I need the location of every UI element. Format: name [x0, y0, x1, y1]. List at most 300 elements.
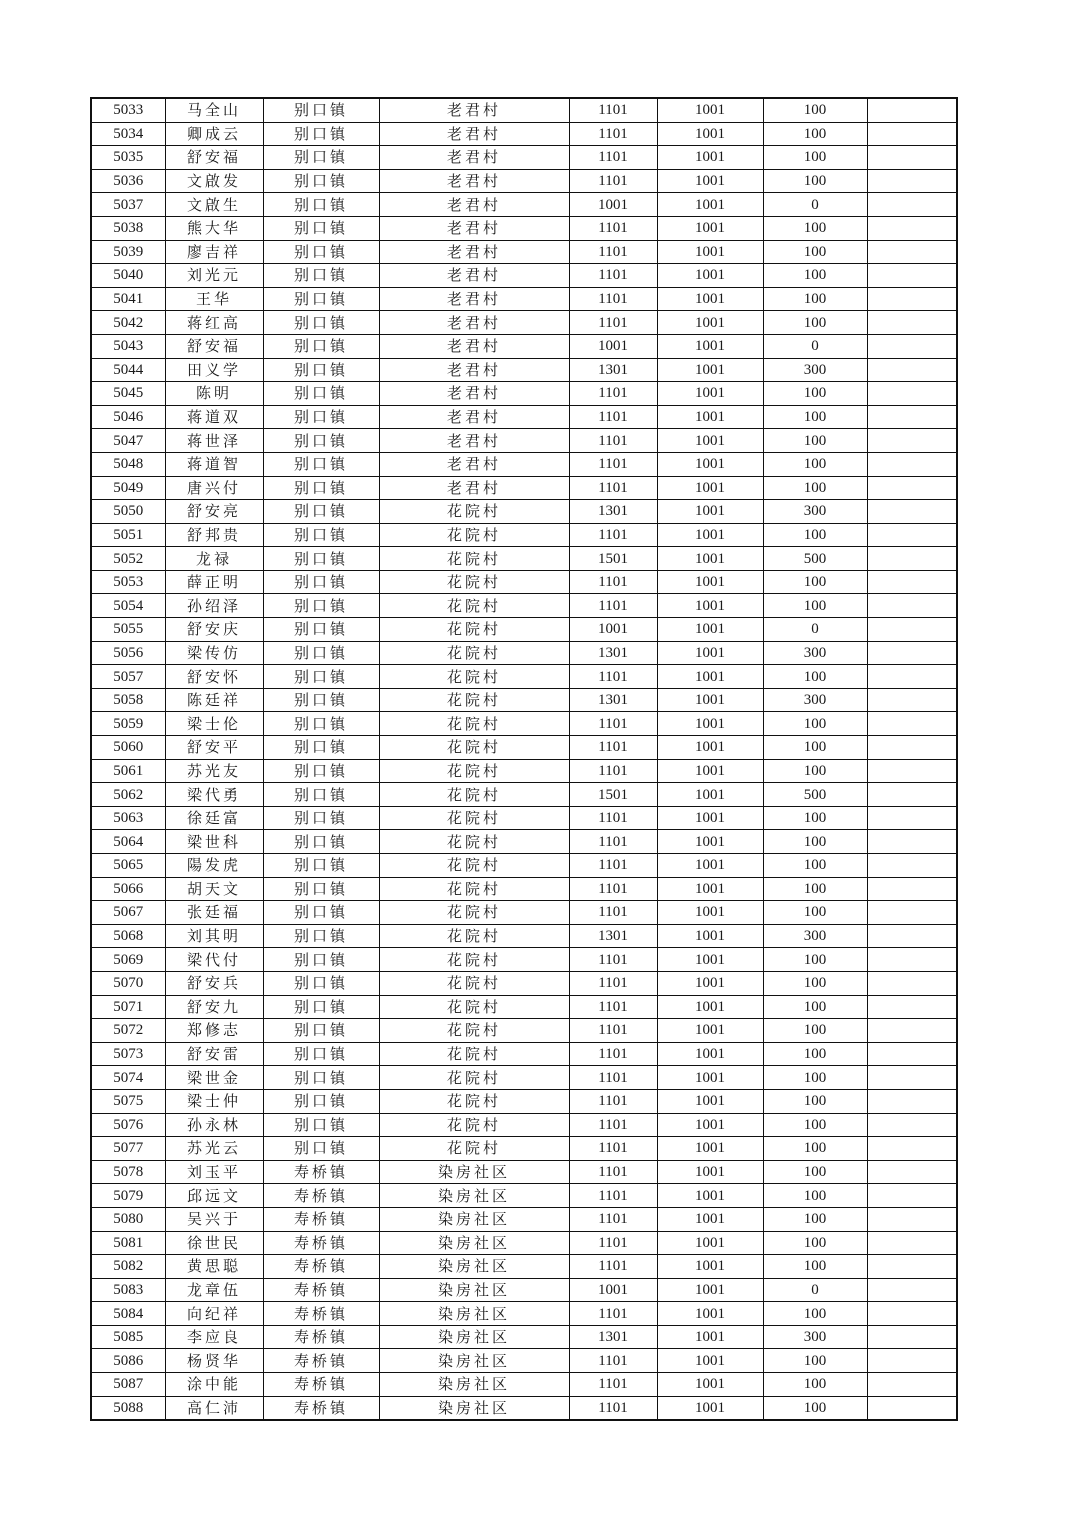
- table-body: [91, 98, 957, 1420]
- cell-town: 寿桥镇: [263, 1207, 379, 1231]
- cell-remark: [867, 712, 957, 736]
- cell-serial-number: 5067: [91, 901, 165, 925]
- cell-remark: [867, 429, 957, 453]
- cell-value-a: 1101: [569, 523, 657, 547]
- cell-name: 廖吉祥: [165, 240, 263, 264]
- cell-village: 老君村: [379, 429, 569, 453]
- cell-remark: [867, 334, 957, 358]
- cell-remark: [867, 358, 957, 382]
- cell-remark: [867, 1396, 957, 1420]
- cell-town: 别口镇: [263, 995, 379, 1019]
- cell-village: 花院村: [379, 854, 569, 878]
- cell-difference: 100: [763, 948, 867, 972]
- cell-town: 别口镇: [263, 830, 379, 854]
- table-row: [91, 382, 957, 406]
- table-row: [91, 311, 957, 335]
- table-row: [91, 854, 957, 878]
- cell-difference: 100: [763, 405, 867, 429]
- cell-value-b: 1001: [657, 216, 763, 240]
- cell-serial-number: 5038: [91, 216, 165, 240]
- cell-serial-number: 5054: [91, 594, 165, 618]
- cell-value-a: 1101: [569, 1019, 657, 1043]
- cell-value-b: 1001: [657, 877, 763, 901]
- cell-remark: [867, 1373, 957, 1397]
- cell-value-b: 1001: [657, 971, 763, 995]
- cell-name: 徐世民: [165, 1231, 263, 1255]
- cell-difference: 100: [763, 665, 867, 689]
- cell-value-b: 1001: [657, 830, 763, 854]
- cell-serial-number: 5055: [91, 618, 165, 642]
- cell-village: 花院村: [379, 500, 569, 524]
- cell-value-b: 1001: [657, 382, 763, 406]
- cell-town: 别口镇: [263, 216, 379, 240]
- cell-serial-number: 5075: [91, 1089, 165, 1113]
- table-row: [91, 452, 957, 476]
- cell-difference: 100: [763, 146, 867, 170]
- cell-value-a: 1101: [569, 264, 657, 288]
- cell-village: 花院村: [379, 641, 569, 665]
- cell-village: 老君村: [379, 216, 569, 240]
- table-row: [91, 429, 957, 453]
- cell-remark: [867, 1325, 957, 1349]
- cell-value-a: 1101: [569, 877, 657, 901]
- cell-value-b: 1001: [657, 1113, 763, 1137]
- cell-village: 花院村: [379, 570, 569, 594]
- cell-value-b: 1001: [657, 736, 763, 760]
- cell-town: 别口镇: [263, 877, 379, 901]
- cell-serial-number: 5035: [91, 146, 165, 170]
- cell-difference: 100: [763, 1231, 867, 1255]
- table-row: [91, 334, 957, 358]
- cell-name: 陈明: [165, 382, 263, 406]
- cell-village: 老君村: [379, 334, 569, 358]
- table-row: [91, 570, 957, 594]
- cell-name: 舒安庆: [165, 618, 263, 642]
- cell-town: 别口镇: [263, 429, 379, 453]
- table-row: [91, 169, 957, 193]
- table-row: [91, 98, 957, 122]
- cell-name: 高仁沛: [165, 1396, 263, 1420]
- cell-value-a: 1101: [569, 901, 657, 925]
- cell-remark: [867, 405, 957, 429]
- cell-remark: [867, 641, 957, 665]
- cell-name: 舒邦贵: [165, 523, 263, 547]
- cell-value-b: 1001: [657, 500, 763, 524]
- cell-name: 龙禄: [165, 547, 263, 571]
- cell-difference: 100: [763, 854, 867, 878]
- table-row: [91, 759, 957, 783]
- cell-difference: 0: [763, 1278, 867, 1302]
- cell-value-a: 1101: [569, 1396, 657, 1420]
- cell-value-a: 1101: [569, 405, 657, 429]
- cell-serial-number: 5068: [91, 924, 165, 948]
- cell-value-a: 1501: [569, 547, 657, 571]
- cell-remark: [867, 452, 957, 476]
- cell-difference: 100: [763, 1255, 867, 1279]
- cell-name: 文啟生: [165, 193, 263, 217]
- cell-value-a: 1101: [569, 146, 657, 170]
- cell-name: 舒安福: [165, 334, 263, 358]
- cell-town: 别口镇: [263, 264, 379, 288]
- cell-remark: [867, 476, 957, 500]
- cell-value-a: 1101: [569, 1137, 657, 1161]
- cell-remark: [867, 877, 957, 901]
- cell-remark: [867, 1231, 957, 1255]
- cell-value-b: 1001: [657, 1089, 763, 1113]
- cell-value-a: 1101: [569, 830, 657, 854]
- cell-value-a: 1101: [569, 1160, 657, 1184]
- cell-serial-number: 5057: [91, 665, 165, 689]
- cell-name: 田义学: [165, 358, 263, 382]
- cell-name: 陈廷祥: [165, 688, 263, 712]
- table-row: [91, 358, 957, 382]
- cell-serial-number: 5080: [91, 1207, 165, 1231]
- cell-value-a: 1101: [569, 311, 657, 335]
- cell-serial-number: 5048: [91, 452, 165, 476]
- cell-value-a: 1001: [569, 1278, 657, 1302]
- cell-remark: [867, 665, 957, 689]
- cell-village: 染房社区: [379, 1396, 569, 1420]
- cell-name: 李应良: [165, 1325, 263, 1349]
- cell-value-b: 1001: [657, 1373, 763, 1397]
- cell-name: 舒安平: [165, 736, 263, 760]
- cell-serial-number: 5079: [91, 1184, 165, 1208]
- cell-serial-number: 5044: [91, 358, 165, 382]
- cell-town: 别口镇: [263, 500, 379, 524]
- cell-remark: [867, 287, 957, 311]
- cell-name: 孙永林: [165, 1113, 263, 1137]
- cell-name: 蒋道双: [165, 405, 263, 429]
- cell-value-a: 1101: [569, 712, 657, 736]
- cell-difference: 100: [763, 1207, 867, 1231]
- cell-remark: [867, 783, 957, 807]
- cell-value-b: 1001: [657, 452, 763, 476]
- cell-remark: [867, 1349, 957, 1373]
- cell-difference: 100: [763, 806, 867, 830]
- cell-village: 花院村: [379, 618, 569, 642]
- cell-serial-number: 5045: [91, 382, 165, 406]
- cell-value-b: 1001: [657, 924, 763, 948]
- cell-difference: 100: [763, 901, 867, 925]
- cell-village: 老君村: [379, 98, 569, 122]
- cell-value-a: 1101: [569, 476, 657, 500]
- table-row: [91, 287, 957, 311]
- cell-value-a: 1101: [569, 240, 657, 264]
- cell-village: 花院村: [379, 523, 569, 547]
- cell-value-a: 1101: [569, 382, 657, 406]
- cell-town: 寿桥镇: [263, 1184, 379, 1208]
- cell-town: 别口镇: [263, 240, 379, 264]
- cell-town: 别口镇: [263, 971, 379, 995]
- cell-value-a: 1101: [569, 995, 657, 1019]
- table-row: [91, 736, 957, 760]
- cell-village: 老君村: [379, 311, 569, 335]
- cell-village: 老君村: [379, 146, 569, 170]
- cell-town: 别口镇: [263, 618, 379, 642]
- cell-value-b: 1001: [657, 476, 763, 500]
- cell-value-b: 1001: [657, 995, 763, 1019]
- cell-value-a: 1301: [569, 1325, 657, 1349]
- cell-serial-number: 5039: [91, 240, 165, 264]
- cell-serial-number: 5061: [91, 759, 165, 783]
- cell-village: 老君村: [379, 122, 569, 146]
- cell-village: 花院村: [379, 759, 569, 783]
- table-row: [91, 405, 957, 429]
- cell-serial-number: 5083: [91, 1278, 165, 1302]
- cell-difference: 100: [763, 1113, 867, 1137]
- cell-value-b: 1001: [657, 570, 763, 594]
- cell-value-b: 1001: [657, 1042, 763, 1066]
- cell-name: 刘光元: [165, 264, 263, 288]
- cell-difference: 100: [763, 169, 867, 193]
- cell-difference: 100: [763, 1019, 867, 1043]
- cell-remark: [867, 1019, 957, 1043]
- cell-value-a: 1101: [569, 1089, 657, 1113]
- cell-value-b: 1001: [657, 1349, 763, 1373]
- table-row: [91, 122, 957, 146]
- cell-name: 舒安怀: [165, 665, 263, 689]
- cell-serial-number: 5060: [91, 736, 165, 760]
- cell-remark: [867, 1160, 957, 1184]
- cell-name: 梁世金: [165, 1066, 263, 1090]
- cell-name: 唐兴付: [165, 476, 263, 500]
- cell-village: 染房社区: [379, 1325, 569, 1349]
- cell-difference: 0: [763, 334, 867, 358]
- cell-value-b: 1001: [657, 759, 763, 783]
- cell-village: 老君村: [379, 240, 569, 264]
- cell-difference: 100: [763, 382, 867, 406]
- cell-name: 熊大华: [165, 216, 263, 240]
- table-row: [91, 240, 957, 264]
- cell-difference: 100: [763, 712, 867, 736]
- cell-village: 花院村: [379, 806, 569, 830]
- cell-remark: [867, 1042, 957, 1066]
- cell-town: 别口镇: [263, 665, 379, 689]
- cell-town: 别口镇: [263, 641, 379, 665]
- cell-difference: 0: [763, 618, 867, 642]
- cell-town: 别口镇: [263, 1066, 379, 1090]
- cell-serial-number: 5043: [91, 334, 165, 358]
- table-row: [91, 1255, 957, 1279]
- cell-remark: [867, 854, 957, 878]
- cell-town: 别口镇: [263, 924, 379, 948]
- cell-town: 别口镇: [263, 1113, 379, 1137]
- cell-value-a: 1001: [569, 618, 657, 642]
- cell-value-b: 1001: [657, 1302, 763, 1326]
- cell-serial-number: 5082: [91, 1255, 165, 1279]
- table-row: [91, 1089, 957, 1113]
- cell-village: 花院村: [379, 971, 569, 995]
- cell-town: 别口镇: [263, 901, 379, 925]
- table-row: [91, 806, 957, 830]
- cell-difference: 100: [763, 1184, 867, 1208]
- cell-name: 舒安兵: [165, 971, 263, 995]
- cell-remark: [867, 193, 957, 217]
- table-row: [91, 193, 957, 217]
- table-row: [91, 1325, 957, 1349]
- cell-serial-number: 5036: [91, 169, 165, 193]
- cell-town: 别口镇: [263, 570, 379, 594]
- cell-value-a: 1101: [569, 806, 657, 830]
- cell-value-b: 1001: [657, 1137, 763, 1161]
- cell-value-b: 1001: [657, 618, 763, 642]
- cell-difference: 100: [763, 523, 867, 547]
- cell-value-b: 1001: [657, 287, 763, 311]
- cell-remark: [867, 736, 957, 760]
- cell-value-b: 1001: [657, 948, 763, 972]
- cell-value-b: 1001: [657, 1396, 763, 1420]
- cell-town: 别口镇: [263, 169, 379, 193]
- cell-value-b: 1001: [657, 1019, 763, 1043]
- cell-name: 蒋世泽: [165, 429, 263, 453]
- cell-value-a: 1001: [569, 334, 657, 358]
- cell-village: 花院村: [379, 924, 569, 948]
- cell-serial-number: 5064: [91, 830, 165, 854]
- cell-name: 吴兴于: [165, 1207, 263, 1231]
- cell-remark: [867, 688, 957, 712]
- cell-remark: [867, 1066, 957, 1090]
- cell-serial-number: 5072: [91, 1019, 165, 1043]
- cell-value-a: 1101: [569, 216, 657, 240]
- cell-value-b: 1001: [657, 264, 763, 288]
- cell-value-a: 1101: [569, 169, 657, 193]
- table-row: [91, 216, 957, 240]
- cell-serial-number: 5081: [91, 1231, 165, 1255]
- cell-value-b: 1001: [657, 122, 763, 146]
- cell-town: 别口镇: [263, 736, 379, 760]
- cell-difference: 100: [763, 287, 867, 311]
- cell-serial-number: 5042: [91, 311, 165, 335]
- cell-name: 舒安亮: [165, 500, 263, 524]
- table-row: [91, 146, 957, 170]
- cell-town: 别口镇: [263, 547, 379, 571]
- cell-value-a: 1101: [569, 971, 657, 995]
- cell-value-a: 1101: [569, 1113, 657, 1137]
- cell-value-b: 1001: [657, 169, 763, 193]
- table-row: [91, 665, 957, 689]
- cell-name: 向纪祥: [165, 1302, 263, 1326]
- cell-serial-number: 5051: [91, 523, 165, 547]
- cell-name: 陽发虎: [165, 854, 263, 878]
- cell-value-b: 1001: [657, 665, 763, 689]
- cell-serial-number: 5085: [91, 1325, 165, 1349]
- data-table: [90, 97, 958, 1421]
- cell-name: 刘玉平: [165, 1160, 263, 1184]
- cell-village: 花院村: [379, 901, 569, 925]
- cell-value-b: 1001: [657, 98, 763, 122]
- cell-name: 刘其明: [165, 924, 263, 948]
- cell-difference: 100: [763, 1349, 867, 1373]
- cell-difference: 100: [763, 1160, 867, 1184]
- cell-difference: 300: [763, 1325, 867, 1349]
- cell-name: 梁世科: [165, 830, 263, 854]
- table-row: [91, 1019, 957, 1043]
- cell-village: 花院村: [379, 688, 569, 712]
- cell-difference: 500: [763, 783, 867, 807]
- table-row: [91, 948, 957, 972]
- cell-difference: 300: [763, 688, 867, 712]
- cell-town: 寿桥镇: [263, 1231, 379, 1255]
- cell-name: 梁传仿: [165, 641, 263, 665]
- cell-town: 别口镇: [263, 854, 379, 878]
- table-row: [91, 1042, 957, 1066]
- cell-serial-number: 5033: [91, 98, 165, 122]
- cell-remark: [867, 1137, 957, 1161]
- cell-town: 寿桥镇: [263, 1325, 379, 1349]
- cell-serial-number: 5052: [91, 547, 165, 571]
- cell-value-b: 1001: [657, 523, 763, 547]
- table-row: [91, 523, 957, 547]
- cell-difference: 100: [763, 995, 867, 1019]
- cell-value-a: 1101: [569, 665, 657, 689]
- cell-value-b: 1001: [657, 405, 763, 429]
- cell-village: 染房社区: [379, 1373, 569, 1397]
- cell-difference: 100: [763, 877, 867, 901]
- cell-town: 别口镇: [263, 594, 379, 618]
- table-row: [91, 547, 957, 571]
- cell-difference: 500: [763, 547, 867, 571]
- cell-village: 染房社区: [379, 1160, 569, 1184]
- cell-value-a: 1301: [569, 500, 657, 524]
- cell-serial-number: 5078: [91, 1160, 165, 1184]
- cell-value-b: 1001: [657, 146, 763, 170]
- cell-town: 别口镇: [263, 452, 379, 476]
- cell-value-b: 1001: [657, 594, 763, 618]
- cell-value-b: 1001: [657, 429, 763, 453]
- cell-serial-number: 5073: [91, 1042, 165, 1066]
- cell-town: 寿桥镇: [263, 1373, 379, 1397]
- cell-name: 舒安九: [165, 995, 263, 1019]
- cell-village: 花院村: [379, 1089, 569, 1113]
- cell-remark: [867, 523, 957, 547]
- cell-serial-number: 5058: [91, 688, 165, 712]
- cell-value-b: 1001: [657, 783, 763, 807]
- cell-value-a: 1101: [569, 1373, 657, 1397]
- cell-town: 别口镇: [263, 523, 379, 547]
- cell-village: 花院村: [379, 665, 569, 689]
- cell-village: 染房社区: [379, 1231, 569, 1255]
- table-row: [91, 783, 957, 807]
- cell-difference: 100: [763, 216, 867, 240]
- cell-serial-number: 5053: [91, 570, 165, 594]
- cell-name: 杨贤华: [165, 1349, 263, 1373]
- cell-name: 郑修志: [165, 1019, 263, 1043]
- cell-name: 胡天文: [165, 877, 263, 901]
- cell-village: 老君村: [379, 264, 569, 288]
- cell-value-a: 1101: [569, 287, 657, 311]
- cell-serial-number: 5088: [91, 1396, 165, 1420]
- cell-village: 染房社区: [379, 1349, 569, 1373]
- cell-village: 花院村: [379, 1137, 569, 1161]
- cell-value-a: 1301: [569, 358, 657, 382]
- cell-value-a: 1101: [569, 1066, 657, 1090]
- table-row: [91, 1113, 957, 1137]
- cell-serial-number: 5074: [91, 1066, 165, 1090]
- cell-difference: 100: [763, 1066, 867, 1090]
- cell-remark: [867, 901, 957, 925]
- cell-value-b: 1001: [657, 854, 763, 878]
- cell-village: 染房社区: [379, 1207, 569, 1231]
- cell-difference: 100: [763, 1042, 867, 1066]
- cell-serial-number: 5065: [91, 854, 165, 878]
- cell-serial-number: 5047: [91, 429, 165, 453]
- cell-serial-number: 5034: [91, 122, 165, 146]
- cell-value-a: 1101: [569, 98, 657, 122]
- cell-village: 花院村: [379, 783, 569, 807]
- cell-town: 别口镇: [263, 688, 379, 712]
- cell-village: 老君村: [379, 382, 569, 406]
- cell-village: 老君村: [379, 287, 569, 311]
